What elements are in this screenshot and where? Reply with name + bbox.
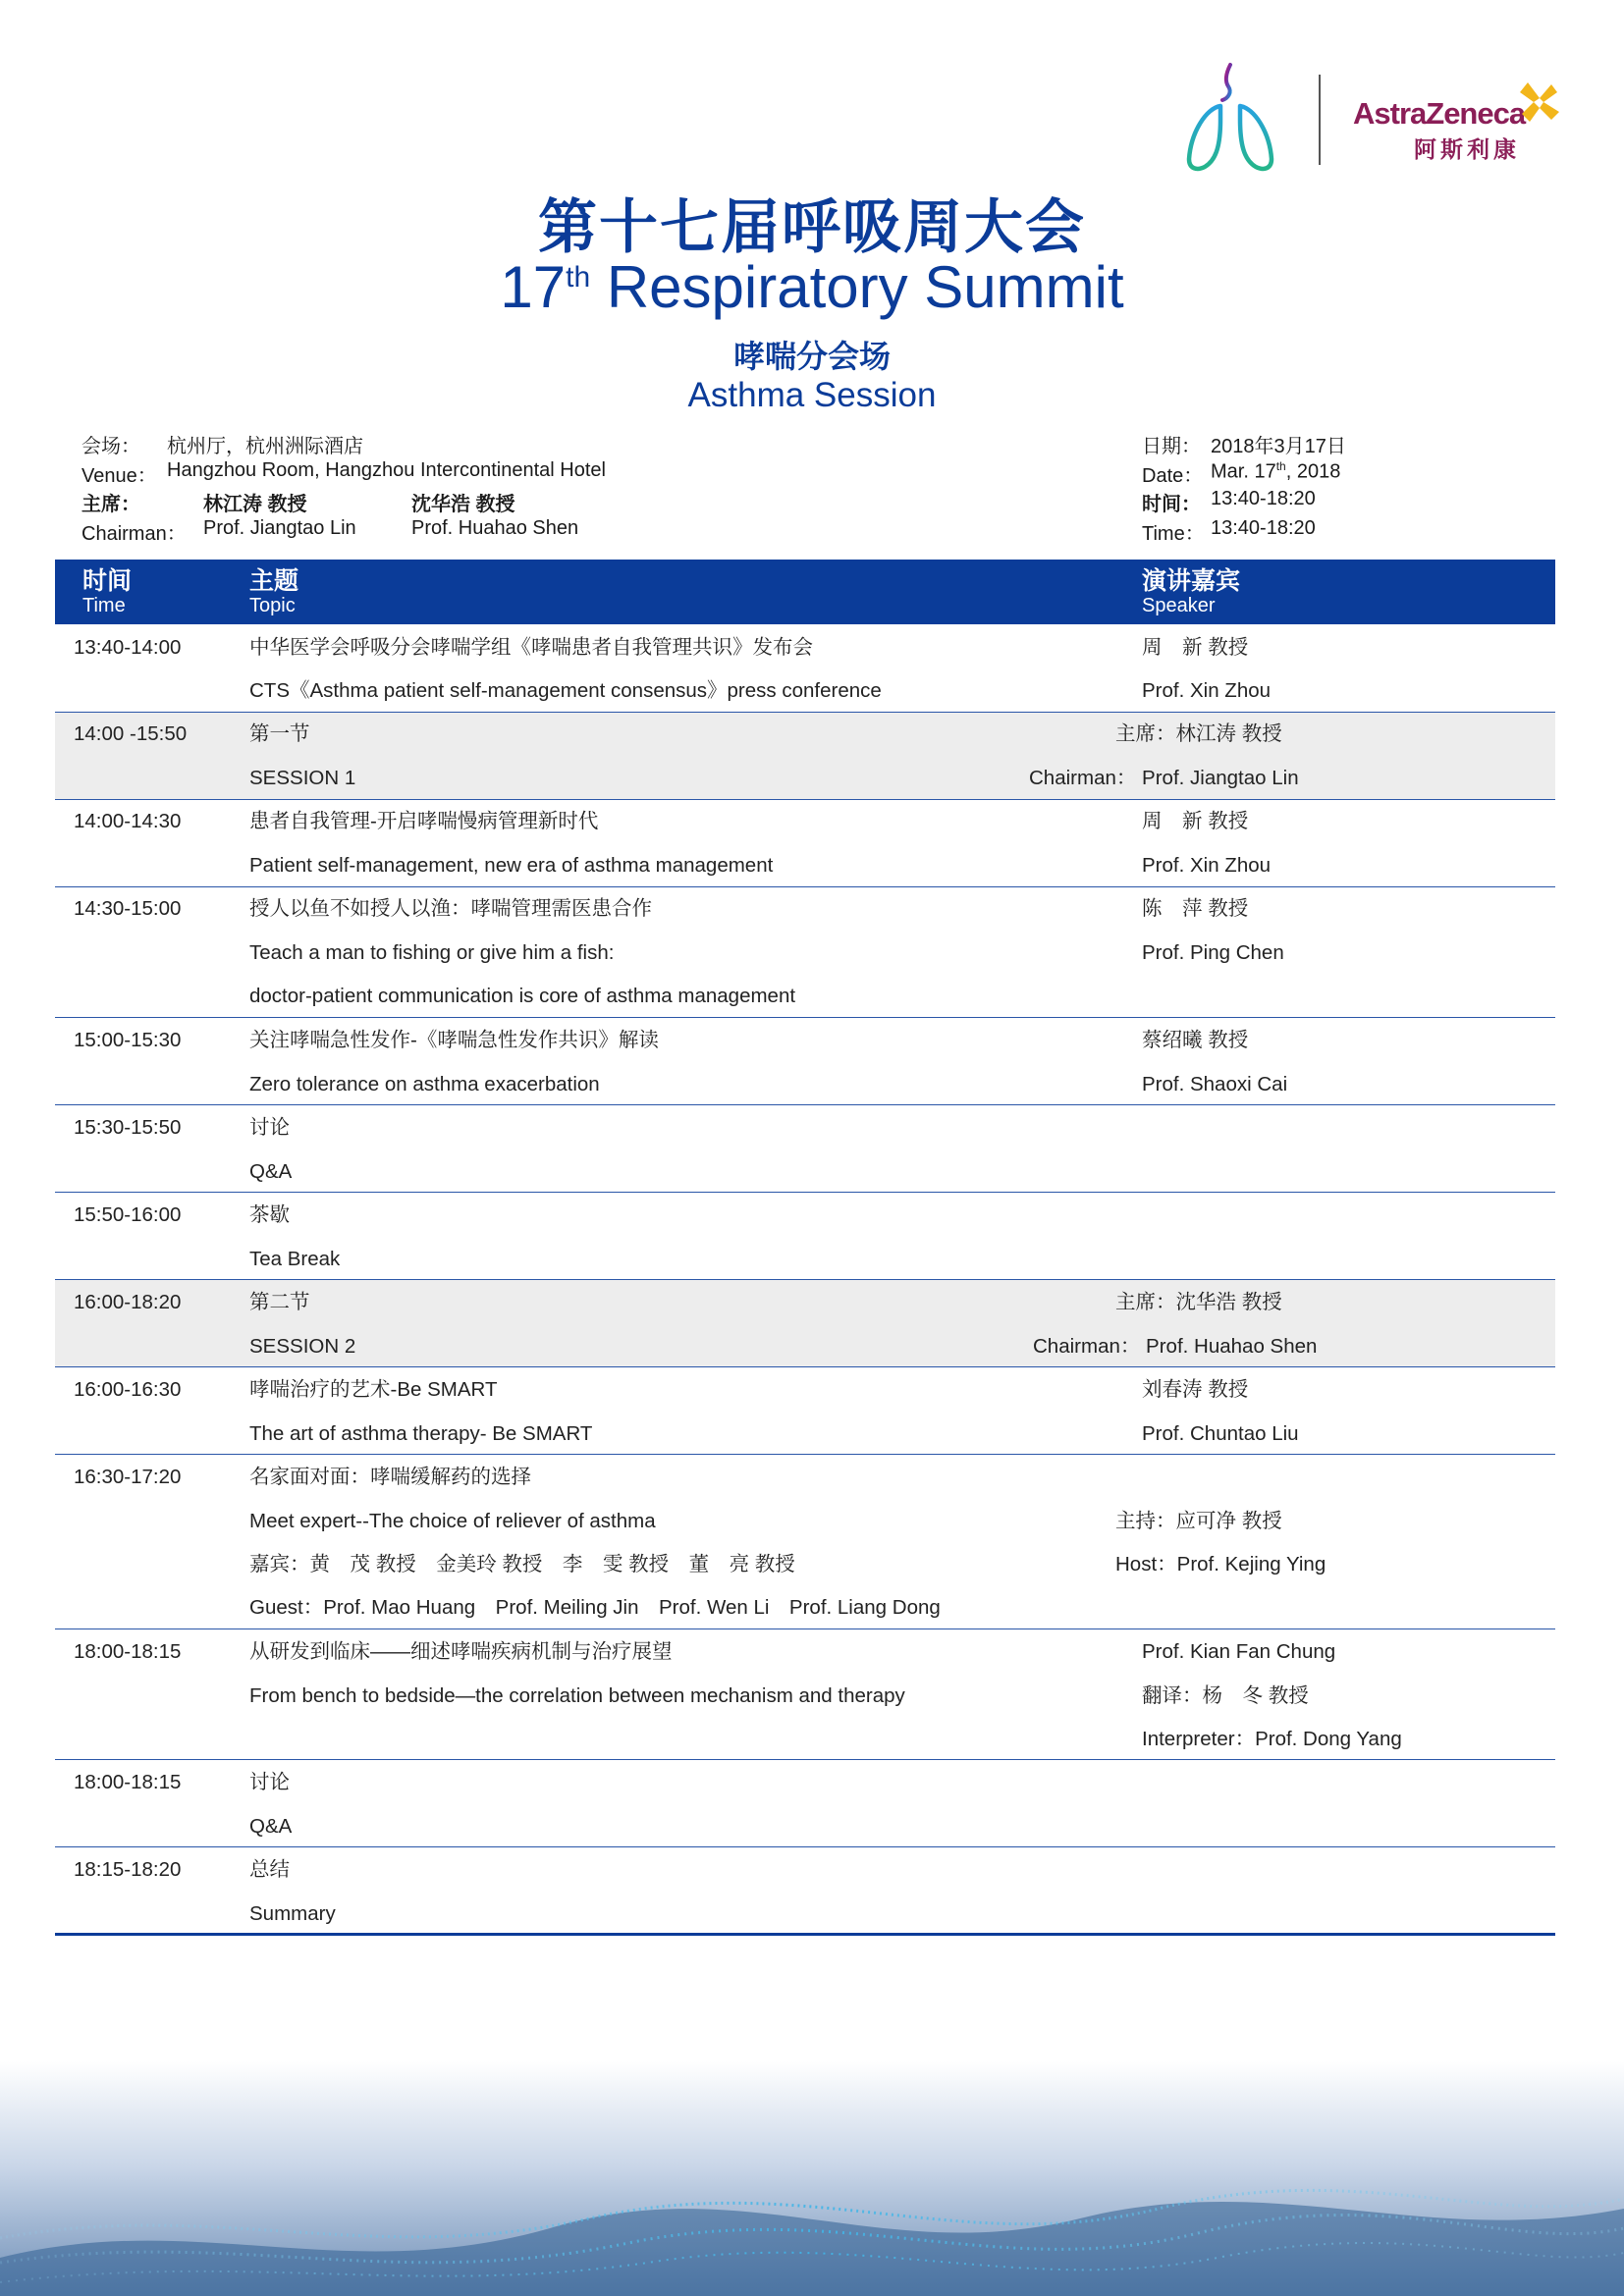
row-time: 14:00 -15:50: [74, 722, 188, 745]
row-topic-cn: 总结: [249, 1858, 290, 1881]
row-speaker-en: Prof. Ping Chen: [1142, 941, 1284, 964]
lungs-logo-icon: [1183, 61, 1277, 177]
schedule-row: [55, 1018, 1555, 1105]
date-en-a: Mar. 17: [1211, 460, 1276, 483]
schedule-row: [55, 624, 1555, 713]
row-topic-cn: 中华医学会呼吸分会哮喘学组《哮喘患者自我管理共识》发布会: [249, 636, 813, 659]
row-topic-en: Tea Break: [249, 1248, 341, 1270]
schedule-table-header: [55, 560, 1555, 624]
row-topic-cn: 第一节: [249, 722, 310, 745]
row-interpreter-cn: 翻译：杨 冬 教授: [1142, 1684, 1309, 1707]
schedule-row: [55, 1455, 1555, 1629]
astrazeneca-logo: [1353, 77, 1589, 165]
row-topic-en-2: doctor-patient communication is core of asthma management: [249, 985, 796, 1007]
venue-en: Hangzhou Room, Hangzhou Intercontinental Hotel: [167, 459, 606, 481]
row-topic-cn: 茶歇: [249, 1203, 290, 1226]
table-bottom-rule: [55, 1933, 1555, 1936]
row-topic-en: Meet expert--The choice of reliever of asthma: [249, 1510, 656, 1532]
row-topic-en: SESSION 2: [249, 1335, 356, 1358]
schedule-row: [55, 1629, 1555, 1760]
row-speaker-en: Prof. Kian Fan Chung: [1142, 1640, 1336, 1663]
date-en-sup: th: [1275, 459, 1286, 473]
schedule-row-session: [55, 713, 1555, 800]
row-speaker-en: Prof. Shaoxi Cai: [1142, 1073, 1288, 1095]
row-time: 13:40-14:00: [74, 636, 182, 659]
date-cn-label: 日期：: [1142, 436, 1201, 457]
row-topic-en: Zero tolerance on asthma exacerbation: [249, 1073, 600, 1095]
header-time-en: Time: [82, 595, 126, 616]
chair-cn-1: 林江涛 教授: [203, 494, 307, 515]
venue-cn-label: 会场：: [81, 436, 140, 457]
header-topic-cn: 主题: [249, 566, 299, 595]
row-topic-en: Q&A: [249, 1815, 293, 1838]
row-time: 14:30-15:00: [74, 897, 182, 920]
row-topic-cn: 讨论: [249, 1771, 290, 1793]
row-topic-cn: 患者自我管理-开启哮喘慢病管理新时代: [249, 810, 599, 832]
logo-divider: [1319, 75, 1321, 165]
row-topic-en: Patient self-management, new era of asthma management: [249, 854, 774, 877]
title-chinese: 第十七届呼吸周大会: [538, 193, 1086, 262]
row-time: 16:00-18:20: [74, 1291, 182, 1313]
venue-cn: 杭州厅，杭州洲际酒店: [167, 436, 363, 457]
row-topic-cn: 名家面对面：哮喘缓解药的选择: [249, 1466, 531, 1488]
row-speaker-cn: 刘春涛 教授: [1142, 1378, 1249, 1401]
schedule-row: [55, 800, 1555, 887]
row-host-cn-text: 主持：应可净 教授: [1115, 1510, 1282, 1532]
row-topic-cn: 第二节: [249, 1291, 310, 1313]
schedule-row: [55, 1367, 1555, 1455]
schedule-row-session: [55, 1280, 1555, 1367]
astrazeneca-chinese-name: 阿斯利康: [1414, 137, 1520, 163]
row-time: 18:00-18:15: [74, 1771, 182, 1793]
date-en-label: Date：: [1142, 465, 1204, 487]
row-speaker-en: Prof. Xin Zhou: [1142, 679, 1272, 702]
row-time: 16:00-16:30: [74, 1378, 182, 1401]
time-cn: 13:40-18:20: [1211, 488, 1316, 509]
row-guests-en: Guest：Prof. Mao Huang Prof. Meiling Jin Prof. Wen Li Prof. Liang Dong: [249, 1596, 941, 1619]
header-topic: [249, 567, 298, 616]
header-speaker-cn: 演讲嘉宾: [1142, 566, 1241, 595]
chair-cn-label: 主席：: [81, 494, 140, 515]
row-topic-cn: 从研发到临床——细述哮喘疾病机制与治疗展望: [249, 1640, 673, 1663]
row-time: 14:00-14:30: [74, 810, 182, 832]
schedule-row: [55, 1760, 1555, 1847]
date-cn: 2018年3月17日: [1211, 436, 1346, 457]
row-topic-en: SESSION 1: [249, 767, 356, 789]
title-number: 17: [500, 254, 567, 320]
row-speaker-cn: 陈 萍 教授: [1142, 897, 1249, 920]
time-en: 13:40-18:20: [1211, 517, 1316, 539]
chair-en-1: Prof. Jiangtao Lin: [203, 517, 356, 539]
header-time: [82, 567, 132, 616]
row-host-en-text: Host：Prof. Kejing Ying: [1115, 1553, 1326, 1575]
row-topic-en: From bench to bedside—the correlation between mechanism and therapy: [249, 1684, 905, 1707]
row-guests-cn: 嘉宾：黄 茂 教授 金美玲 教授 李 雯 教授 董 亮 教授: [249, 1553, 795, 1575]
row-speaker-cn: 蔡绍曦 教授: [1142, 1029, 1249, 1051]
session-chair-cn-text: 主席：林江涛 教授: [1115, 722, 1282, 745]
session-chair-en: Chairman： Prof. Jiangtao Lin: [1029, 767, 1299, 789]
header-speaker-en: Speaker: [1142, 595, 1216, 616]
session-chair-cn-text: 主席：沈华浩 教授: [1115, 1291, 1282, 1313]
row-interpreter-en: Interpreter：Prof. Dong Yang: [1142, 1728, 1402, 1750]
row-topic-en: Q&A: [249, 1160, 293, 1183]
chair-en-2: Prof. Huahao Shen: [411, 517, 579, 539]
row-time: 15:30-15:50: [74, 1116, 182, 1139]
chair-en-label: Chairman：: [81, 523, 187, 545]
session-chair-en: Chairman： Prof. Huahao Shen: [1033, 1335, 1318, 1358]
row-speaker-en: Prof. Xin Zhou: [1142, 854, 1272, 877]
row-topic-en: Teach a man to fishing or give him a fish:: [249, 941, 615, 964]
row-topic-en: Summary: [249, 1902, 336, 1925]
row-time: 18:15-18:20: [74, 1858, 182, 1881]
schedule-row: [55, 1193, 1555, 1280]
time-en-label: Time：: [1142, 523, 1205, 545]
row-topic-cn: 哮喘治疗的艺术-Be SMART: [249, 1378, 498, 1401]
date-en-b: , 2018: [1285, 460, 1341, 483]
row-topic-en: The art of asthma therapy- Be SMART: [249, 1422, 593, 1445]
schedule-row: [55, 887, 1555, 1018]
title-english: [0, 253, 1624, 321]
title-english-rest: Respiratory Summit: [590, 254, 1124, 320]
schedule-row: [55, 1105, 1555, 1193]
row-time: 15:50-16:00: [74, 1203, 182, 1226]
row-speaker-cn: 周 新 教授: [1142, 810, 1249, 832]
header-speaker: [1142, 567, 1240, 616]
astrazeneca-wordmark: AstraZeneca: [1353, 96, 1526, 131]
title-ordinal: th: [566, 261, 591, 294]
subtitle-english: Asthma Session: [687, 376, 937, 414]
astrazeneca-symbol-icon: [1518, 79, 1561, 124]
schedule-row: [55, 1847, 1555, 1933]
header-time-cn: 时间: [82, 566, 133, 595]
chair-cn-2: 沈华浩 教授: [411, 494, 515, 515]
subtitle-chinese: 哮喘分会场: [732, 338, 891, 375]
row-time: 16:30-17:20: [74, 1466, 182, 1488]
time-cn-label: 时间：: [1142, 494, 1201, 515]
row-speaker-en: Prof. Chuntao Liu: [1142, 1422, 1299, 1445]
row-topic-cn: 讨论: [249, 1116, 290, 1139]
row-topic-cn: 关注哮喘急性发作-《哮喘急性发作共识》解读: [249, 1029, 659, 1051]
decorative-wave-background: [0, 2061, 1624, 2296]
row-topic-en: CTS《Asthma patient self-management consensus》press conference: [249, 679, 882, 702]
date-en: [1211, 459, 1340, 484]
header-topic-en: Topic: [249, 595, 296, 616]
venue-en-label: Venue：: [81, 465, 157, 487]
row-time: 18:00-18:15: [74, 1640, 182, 1663]
row-topic-cn: 授人以鱼不如授人以渔：哮喘管理需医患合作: [249, 897, 652, 920]
row-speaker-cn: 周 新 教授: [1142, 636, 1249, 659]
row-time: 15:00-15:30: [74, 1029, 182, 1051]
